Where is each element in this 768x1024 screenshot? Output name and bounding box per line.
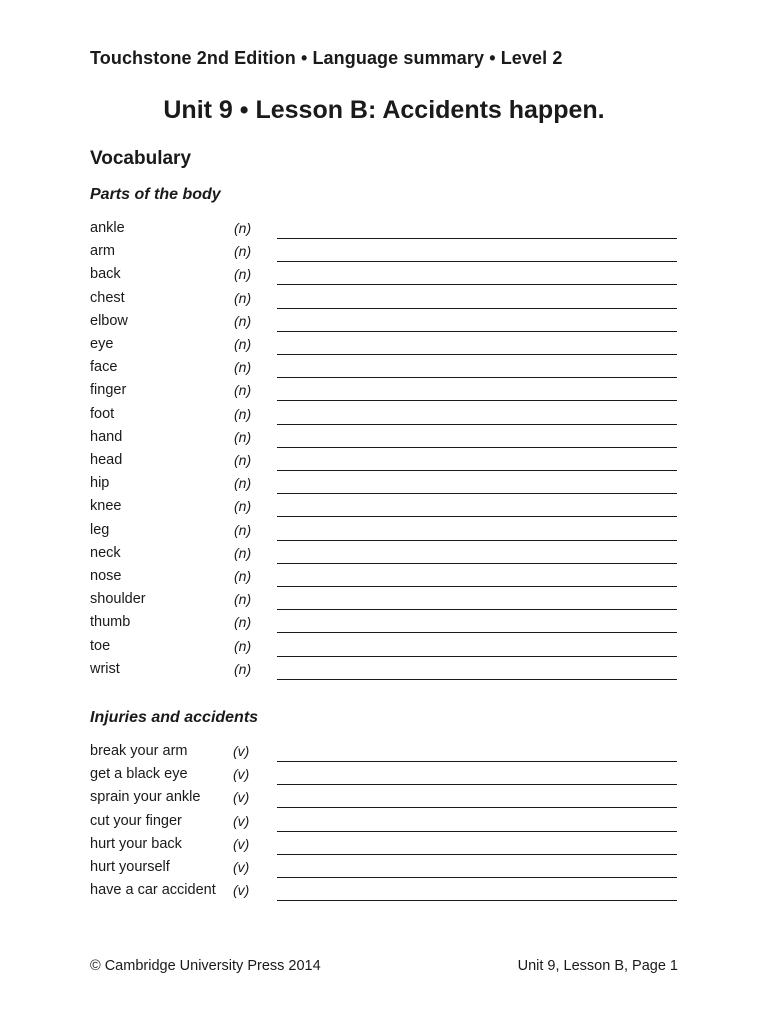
part-of-speech: (n)	[234, 452, 252, 468]
document-header: Touchstone 2nd Edition • Language summary • Level 2	[90, 48, 563, 68]
page-title: Unit 9 • Lesson B: Accidents happen.	[163, 96, 605, 124]
vocab-row	[90, 359, 678, 382]
answer-line	[277, 609, 677, 610]
part-of-speech: (n)	[234, 336, 252, 352]
answer-line	[277, 238, 677, 239]
vocab-word: hurt your back	[90, 835, 182, 852]
answer-line	[277, 331, 677, 332]
answer-line	[277, 493, 677, 494]
answer-line	[277, 632, 677, 633]
vocab-row	[90, 638, 678, 661]
vocab-row	[90, 789, 678, 812]
part-of-speech: (v)	[233, 812, 250, 829]
vocab-word: break your arm	[90, 743, 188, 759]
vocab-row	[90, 452, 678, 475]
answer-line	[277, 656, 677, 657]
answer-line	[277, 540, 677, 541]
group-heading: Injuries and accidents	[90, 709, 259, 726]
vocab-row	[90, 475, 678, 498]
vocab-row	[90, 882, 678, 905]
part-of-speech: (n)	[234, 521, 252, 538]
part-of-speech: (v)	[233, 835, 250, 852]
answer-line	[277, 854, 677, 855]
vocab-row	[90, 313, 678, 336]
group-heading: Parts of the body	[90, 186, 221, 203]
answer-line	[277, 679, 677, 680]
vocab-word: elbow	[90, 312, 128, 329]
vocab-word: hip	[90, 475, 110, 492]
part-of-speech: (n)	[234, 312, 252, 329]
section-heading: Vocabulary	[90, 148, 192, 169]
part-of-speech: (n)	[234, 243, 252, 260]
vocab-word: eye	[90, 336, 114, 352]
part-of-speech: (n)	[234, 498, 252, 515]
answer-line	[277, 563, 677, 564]
vocab-word: hurt yourself	[90, 859, 170, 875]
part-of-speech: (n)	[234, 220, 252, 236]
vocab-word: chest	[90, 289, 125, 306]
footer-copyright: © Cambridge University Press 2014	[90, 958, 321, 974]
answer-line	[277, 516, 677, 517]
part-of-speech: (v)	[233, 789, 250, 806]
part-of-speech: (n)	[234, 382, 252, 399]
vocab-word: back	[90, 266, 121, 283]
vocab-row	[90, 568, 678, 591]
vocab-row	[90, 766, 678, 789]
vocab-row	[90, 591, 678, 614]
vocab-row	[90, 243, 678, 266]
answer-line	[277, 400, 677, 401]
answer-line	[277, 784, 677, 785]
vocab-word: hand	[90, 428, 123, 445]
vocab-word: have a car accident	[90, 882, 216, 899]
part-of-speech: (v)	[233, 859, 250, 875]
vocab-word: shoulder	[90, 591, 146, 608]
vocab-word: wrist	[90, 660, 120, 677]
vocab-row	[90, 220, 678, 243]
vocab-row	[90, 614, 678, 637]
part-of-speech: (v)	[233, 743, 250, 759]
vocab-row	[90, 406, 678, 429]
vocab-word: cut your finger	[90, 812, 182, 829]
part-of-speech: (n)	[234, 428, 252, 445]
vocab-row	[90, 382, 678, 405]
answer-line	[277, 831, 677, 832]
part-of-speech: (n)	[234, 568, 252, 584]
part-of-speech: (n)	[234, 544, 252, 561]
answer-line	[277, 261, 677, 262]
vocab-word: sprain your ankle	[90, 789, 201, 806]
answer-line	[277, 586, 677, 587]
vocab-word: head	[90, 452, 123, 468]
vocab-row	[90, 813, 678, 836]
vocab-row	[90, 290, 678, 313]
part-of-speech: (v)	[233, 766, 250, 783]
vocab-row	[90, 661, 678, 684]
vocab-word: ankle	[90, 220, 125, 236]
part-of-speech: (n)	[234, 614, 252, 631]
vocab-word: neck	[90, 544, 121, 561]
answer-line	[277, 424, 677, 425]
vocab-word: thumb	[90, 614, 131, 631]
vocab-row	[90, 836, 678, 859]
part-of-speech: (n)	[234, 660, 252, 677]
answer-line	[277, 377, 677, 378]
part-of-speech: (n)	[234, 289, 252, 306]
vocab-row	[90, 859, 678, 882]
vocab-row	[90, 545, 678, 568]
vocab-row	[90, 522, 678, 545]
answer-line	[277, 877, 677, 878]
footer-page-number: Unit 9, Lesson B, Page 1	[517, 958, 678, 974]
vocab-row	[90, 429, 678, 452]
vocab-word: face	[90, 359, 118, 376]
vocab-word: leg	[90, 521, 110, 538]
part-of-speech: (n)	[234, 405, 252, 422]
part-of-speech: (n)	[234, 591, 252, 608]
part-of-speech: (v)	[233, 882, 250, 899]
vocab-word: toe	[90, 637, 111, 654]
part-of-speech: (n)	[234, 359, 252, 376]
answer-line	[277, 284, 677, 285]
answer-line	[277, 900, 677, 901]
vocab-word: arm	[90, 243, 115, 260]
part-of-speech: (n)	[234, 475, 252, 492]
part-of-speech: (n)	[234, 637, 252, 654]
vocab-word: finger	[90, 382, 127, 399]
vocab-word: foot	[90, 405, 115, 422]
vocab-row	[90, 266, 678, 289]
answer-line	[277, 470, 677, 471]
answer-line	[277, 308, 677, 309]
vocab-row	[90, 498, 678, 521]
vocab-row	[90, 336, 678, 359]
answer-line	[277, 354, 677, 355]
vocab-word: nose	[90, 568, 122, 584]
part-of-speech: (n)	[234, 266, 252, 283]
vocab-word: knee	[90, 498, 122, 515]
vocab-row	[90, 743, 678, 766]
answer-line	[277, 447, 677, 448]
vocab-word: get a black eye	[90, 766, 188, 783]
answer-line	[277, 807, 677, 808]
answer-line	[277, 761, 677, 762]
